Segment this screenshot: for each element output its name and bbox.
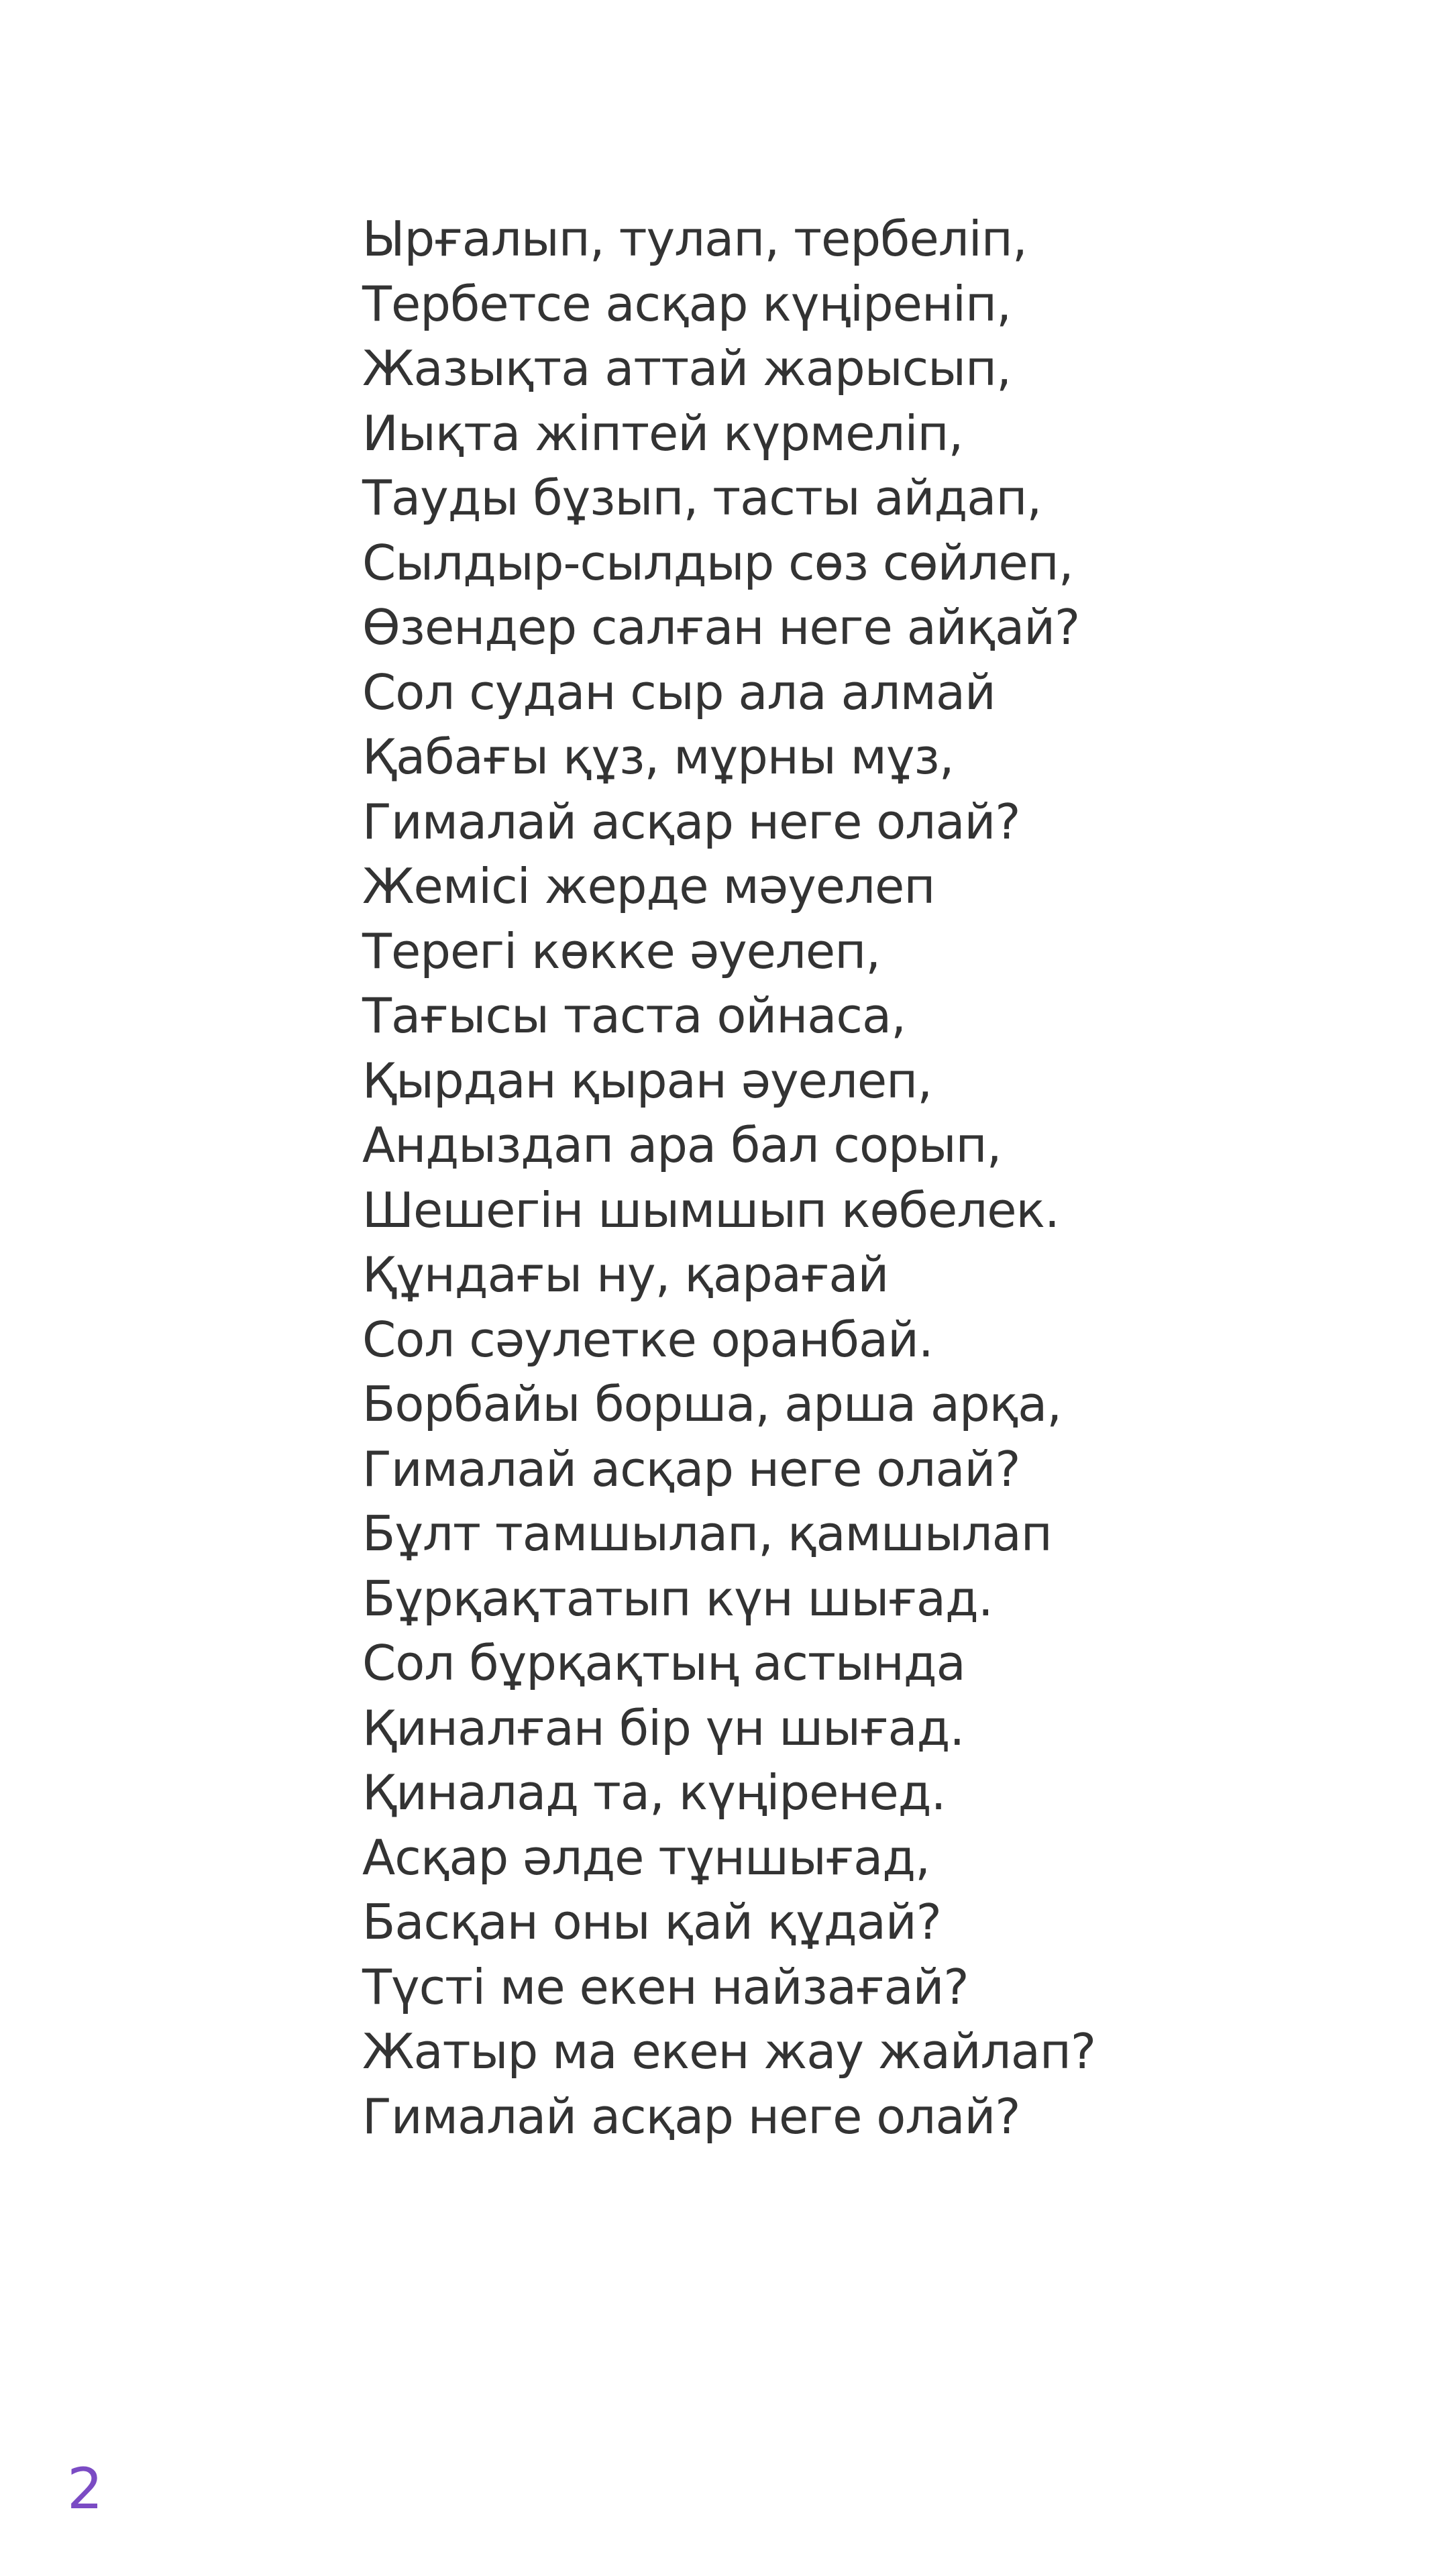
poem-line: Терегі көкке әуелеп, [362, 922, 881, 979]
poem-line: Сол судан сыр ала алмай [362, 663, 996, 720]
poem-line: Жемісі жерде мәуелеп [362, 858, 935, 914]
poem-line: Тербетсе асқар күңіреніп, [362, 275, 1012, 332]
poem-line: Сол сәулетке оранбай. [362, 1311, 933, 1368]
poem-line: Сол бұрқақтың астында [362, 1635, 965, 1691]
poem-line: Ырғалып, тулап, тербеліп, [362, 211, 1027, 267]
poem-line: Қиналған бір үн шығад. [362, 1699, 965, 1756]
poem-line: Асқар әлде тұншығад, [362, 1829, 930, 1886]
poem-line: Иықта жіптей күрмеліп, [362, 405, 963, 462]
poem-line: Тағысы таста ойнаса, [362, 987, 906, 1044]
poem-line: Бұлт тамшылап, қамшылап [362, 1505, 1052, 1562]
poem-line: Борбайы борша, арша арқа, [362, 1376, 1062, 1432]
poem-line: Қырдан қыран әуелеп, [362, 1052, 932, 1109]
page-number: 2 [67, 2456, 103, 2522]
poem-line: Қиналад та, күңіренед. [362, 1764, 946, 1821]
poem-line: Гималай асқар неге олай? [362, 793, 1020, 850]
poem-line: Түсті ме екен найзағай? [362, 1958, 969, 2015]
poem-line: Өзендер салған неге айқай? [362, 599, 1080, 655]
poem-line: Гималай асқар неге олай? [362, 2088, 1020, 2145]
poem-line: Құндағы ну, қарағай [362, 1246, 889, 1303]
poem-line: Шешегін шымшып көбелек. [362, 1181, 1059, 1238]
poem [362, 207, 1409, 2149]
poem-line: Андыздап ара бал сорып, [362, 1117, 1002, 1173]
poem-line: Тауды бұзып, тасты айдап, [362, 470, 1042, 526]
poem-line: Сылдыр-сылдыр сөз сөйлеп, [362, 534, 1073, 591]
poem-line: Жатыр ма екен жау жайлап? [362, 2023, 1096, 2080]
poem-line: Жазықта аттай жарысып, [362, 340, 1011, 396]
poem-line: Қабағы құз, мұрны мұз, [362, 729, 954, 785]
poem-line: Басқан оны қай құдай? [362, 1894, 941, 1950]
poem-line: Бұрқақтатып күн шығад. [362, 1570, 993, 1627]
poem-line: Гималай асқар неге олай? [362, 1440, 1020, 1497]
